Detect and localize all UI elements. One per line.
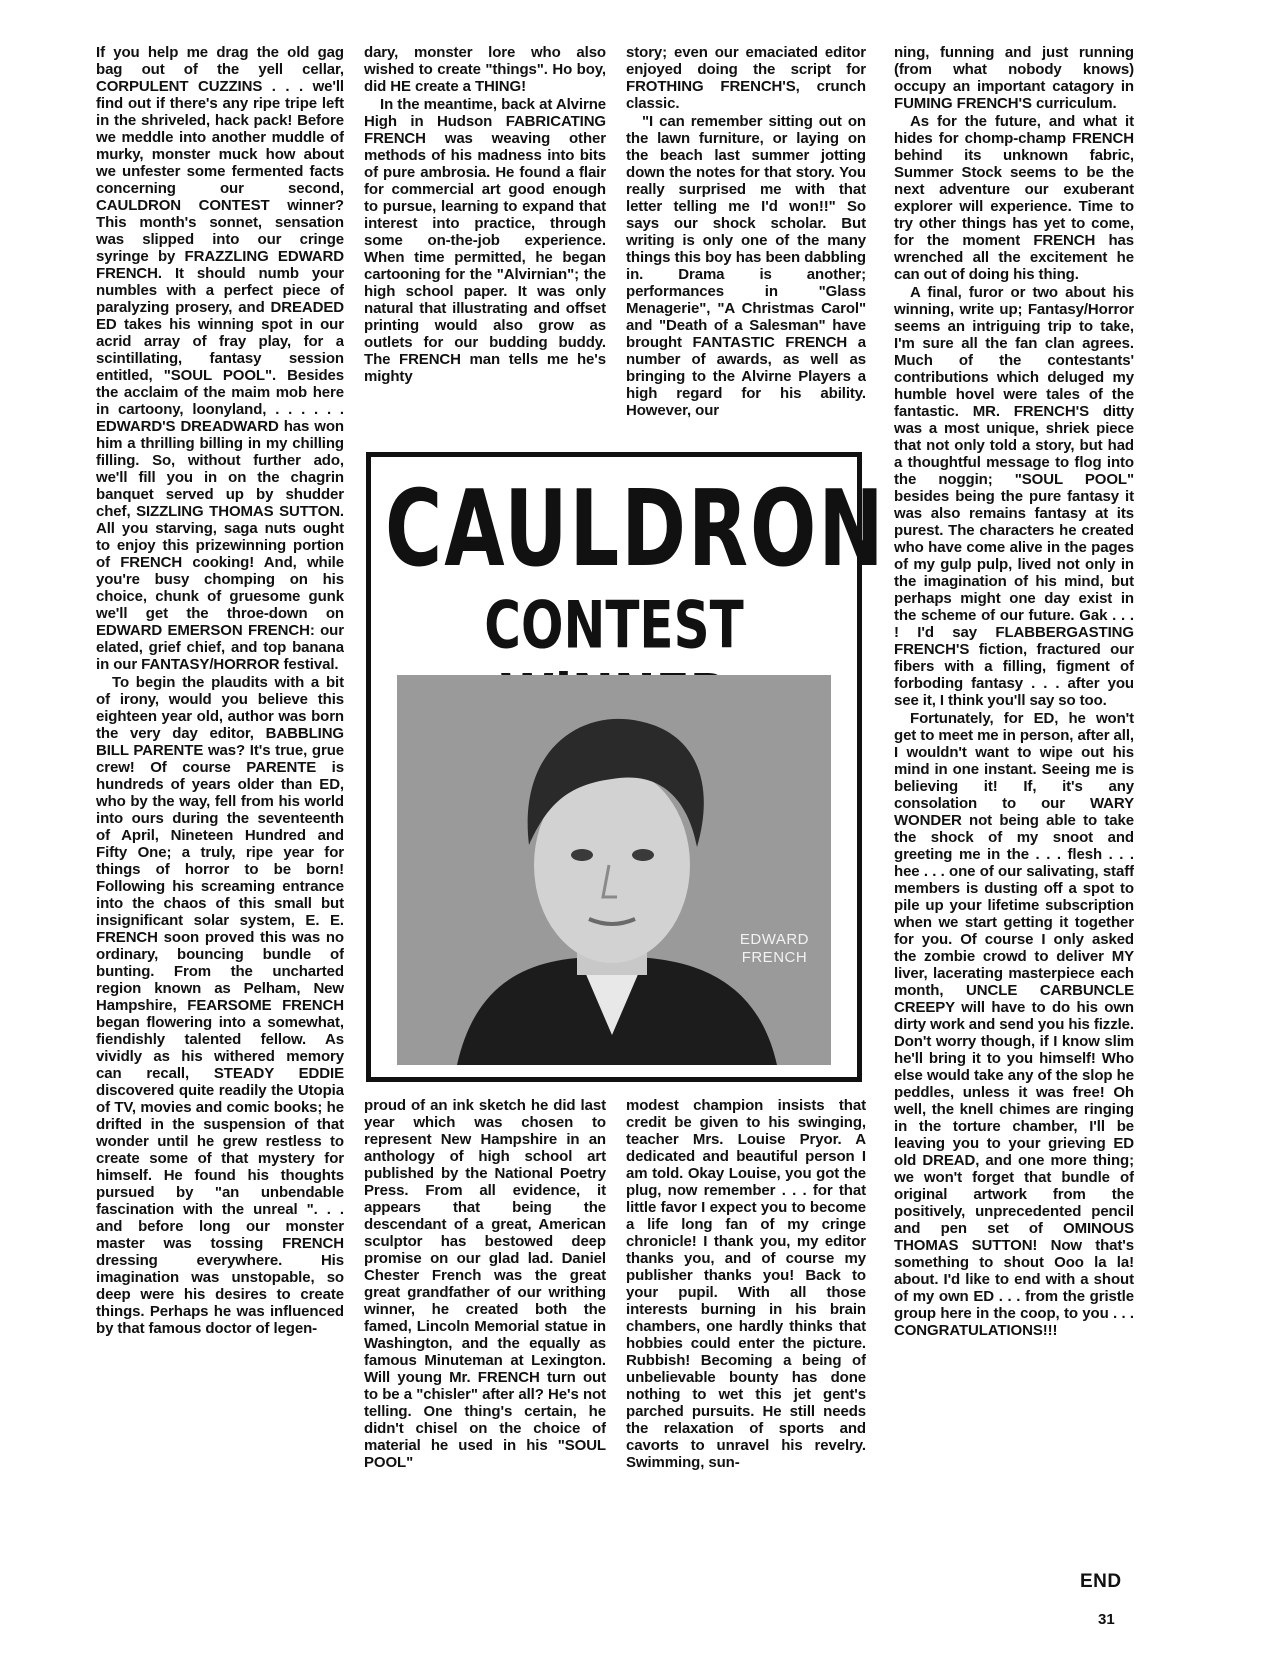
article-column-2-bottom [364,1097,606,1602]
portrait-illustration [397,675,831,1065]
article-paragraph: dary, monster lore who also wished to create "things". Ho boy, did HE create a THING! [364,44,606,95]
article-column-1 [96,44,344,1604]
portrait-caption [740,931,809,967]
page-number: 31 [1098,1611,1115,1628]
article-paragraph: modest champion insists that credit be given to his swinging, teacher Mrs. Louise Pryor. A dedicated and beautiful person I am told. Okay Louise, you got the plug, now remember . . . for that little favor I expect you to become a life long fan of my cringe chronicle! I thank you, my editor thanks you, and of course my publisher thanks you! Back to your pupil. With all those interests burning in his brain chambers, one hardly thinks that hobbies could enter the picture. Rubbish! Becoming a being of unbelievable bounty has done nothing to wet this jet gent's parched pursuits. He still needs the relaxation of sports and cavorts to unravel his revelry. Swimming, sun- [626,1097,866,1471]
article-column-2-top [364,44,606,442]
article-paragraph: If you help me drag the old gag bag out of the yell cellar, CORPULENT CUZZINS . . . we'll find out if there's any ripe tripe left in the shriveled, hack pack! Before we meddle into another muddle of murky, monster muck how about we unfester some fermented facts concerning our second, CAULDRON CONTEST winner? This month's sonnet, sensation was slipped into our cringe syringe by FRAZZLING EDWARD FRENCH. It should numb your numbles with a perfect piece of paralyzing prosery, and DREADED ED takes his winning spot in our acrid array of fray play, for a scintillating, fantasy session entitled, "SOUL POOL". Besides the acclaim of the maim mob here in cartoony, loonyland, . . . . . . EDWARD'S DREADWARD has won him a thrilling billing in my chilling filling. So, without further ado, we'll fill you in on the chagrin banquet served up by shudder chef, SIZZLING THOMAS SUTTON. All you starving, saga nuts ought to enjoy this prizewinning portion of FRENCH cooking! And, while you're busy chomping on his choice, chunk of gruesome gunk we'll get the throe-down on EDWARD EMERSON FRENCH: our elated, grief chief, and top banana in our FANTASY/HORROR festival. [96,44,344,673]
article-column-3-bottom [626,1097,866,1602]
feature-headline-contest-winner: CONTEST [484,587,744,664]
article-paragraph: A final, furor or two about his winning, write up; Fantasy/Horror seems an intriguing trip to take, I'm sure all the fan clan agrees. Much of the contestants' contributions which deluged my humble hovel were tales of the fantastic. MR. FRENCH'S ditty was a most unique, shriek piece that not only told a story, but had a thoughtful message to flog into the noggin; "SOUL POOL" besides being the pure fantasy it was also remains fantasy at its purest. The characters he created who have come alive in the pages of my gulp pulp, lived not only in the imagination of his mind, but perhaps might one day exist in the scheme of our future. Gak . . . ! I'd say FLABBERGASTING FRENCH'S fiction, fractured our fibers with a filling, figment of forboding fantasy . . . after you see it, I think you'll say so too. [894,284,1134,709]
article-paragraph: "I can remember sitting out on the lawn furniture, or laying on the beach last summer jotting down the notes for that story. You really surprised me with that letter telling me I'd won!!" So says our shock scholar. But writing is only one of the many things this boy has been dabbling in. Drama is another; performances in "Glass Menagerie", "A Christmas Carol" and "Death of a Salesman" have brought FANTASTIC FRENCH a number of awards, as well as bringing to the Alvirne Players a high regard for his ability. However, our [626,113,866,419]
article-column-3-top [626,44,866,442]
article-paragraph: proud of an ink sketch he did last year which was chosen to represent New Hampshire in an anthology of high school art published by the National Poetry Press. From all evidence, it appears that being the descendant of a great, American sculptor has bestowed deep promise on our glad lad. Daniel Chester French was the great great grandfather of our writhing winner, he created both the famed, Lincoln Memorial statue in Washington, and the equally as famous Minuteman at Lexington. Will young Mr. FRENCH turn out to be a "chisler" after all? He's not telling. One thing's certain, he didn't chisel on the choice of material he used in his "SOUL POOL" [364,1097,606,1471]
caption-last-name: FRENCH [741,949,808,966]
caption-first-name: EDWARD [739,931,809,948]
winner-portrait-photo [397,675,831,1065]
article-paragraph: ning, funning and just running (from what nobody knows) occupy an important catagory in FUMING FRENCH'S curriculum. [894,44,1134,112]
article-paragraph: story; even our emaciated editor enjoyed doing the script for FROTHING FRENCH'S, crunch classic. [626,44,866,112]
article-paragraph: To begin the plaudits with a bit of irony, would you believe this eighteen year old, author was born the very day editor, BABBLING BILL PARENTE was? It's true, grue crew! Of course PARENTE is hundreds of years older than ED, who by the way, fell from his world into ours during the seventeenth of April, Nineteen Hundred and Fifty One; a truly, ripe year for things of horror to be born! Following his screaming entrance into the chaos of this small but insignificant solar system, E. E. FRENCH soon proved this was no ordinary, bouncing bundle of bunting. From the uncharted region known as Pelham, New Hampshire, FEARSOME FRENCH began flowering into a somewhat, fiendishly talented fellow. As vividly as his withered memory can recall, STEADY EDDIE discovered quite readily the Utopia of TV, movies and comic books; he drifted in the suspension of that wonder until he grew restless to create some of that mystery for himself. He found his thoughts pursued by "an unbendable fascination with the unreal ". . . and before long our monster master was tossing FRENCH dressing everywhere. His imagination was unstopable, so deep were his desires to create things. Perhaps he was influenced by that famous doctor of legen- [96,674,344,1337]
article-column-4 [894,44,1134,1604]
feature-headline-cauldron: CAULDRON [385,468,886,591]
article-paragraph: In the meantime, back at Alvirne High in Hudson FABRICATING FRENCH was weaving other methods of his madness into bits of pure ambrosia. He found a flair for commercial art good enough to pursue, learning to expand that interest into practice, through some on-the-job experience. When time permitted, he began cartooning for the "Alvirnian"; the high school paper. It was only natural that illustrating and offset printing would also grow as outlets for our budding buddy. The FRENCH man tells me he's mighty [364,96,606,385]
article-paragraph: Fortunately, for ED, he won't get to meet me in person, after all, I wouldn't want to wipe out his mind in one instant. Seeing me is believing it! If, it's any consolation to our WARY WONDER not being able to take the shock of my snoot and greeting me in the . . . flesh . . . hee . . . one of our salivating, staff members is dusting off a spot to pile up your lifetime subscription when we start getting it together for you. Of course I only asked the zombie crowd to deliver MY liver, lacerating masterpiece each month, UNCLE CARBUNCLE CREEPY will have to do his own dirty work and send you his fizzle. Don't worry though, if I know slim he'll bring it to you himself! Who else would take any of the slop he peddles, unless it was free! Oh well, the knell chimes are ringing in the torture chamber, I'll be leaving you to your grieving ED old DREAD, and one more thing; we won't forget that bundle of original artwork from the positively, unprecedented pencil and pen set of OMINOUS THOMAS SUTTON! Now that's something to shout Ooo la la! about. I'd like to end with a shout of my own ED . . . from the gristle group here in the coop, to you . . . CONGRATULATIONS!!! [894,710,1134,1339]
article-paragraph: As for the future, and what it hides for chomp-champ FRENCH behind its unknown fabric, Summer Stock seems to be the next adventure our exuberant explorer will experience. Time to try other things has yet to come, for the moment FRENCH has wrenched all the excitement he can out of doing his thing. [894,113,1134,283]
end-mark: END [1080,1571,1122,1592]
contest-winner-feature-box [366,452,886,1082]
